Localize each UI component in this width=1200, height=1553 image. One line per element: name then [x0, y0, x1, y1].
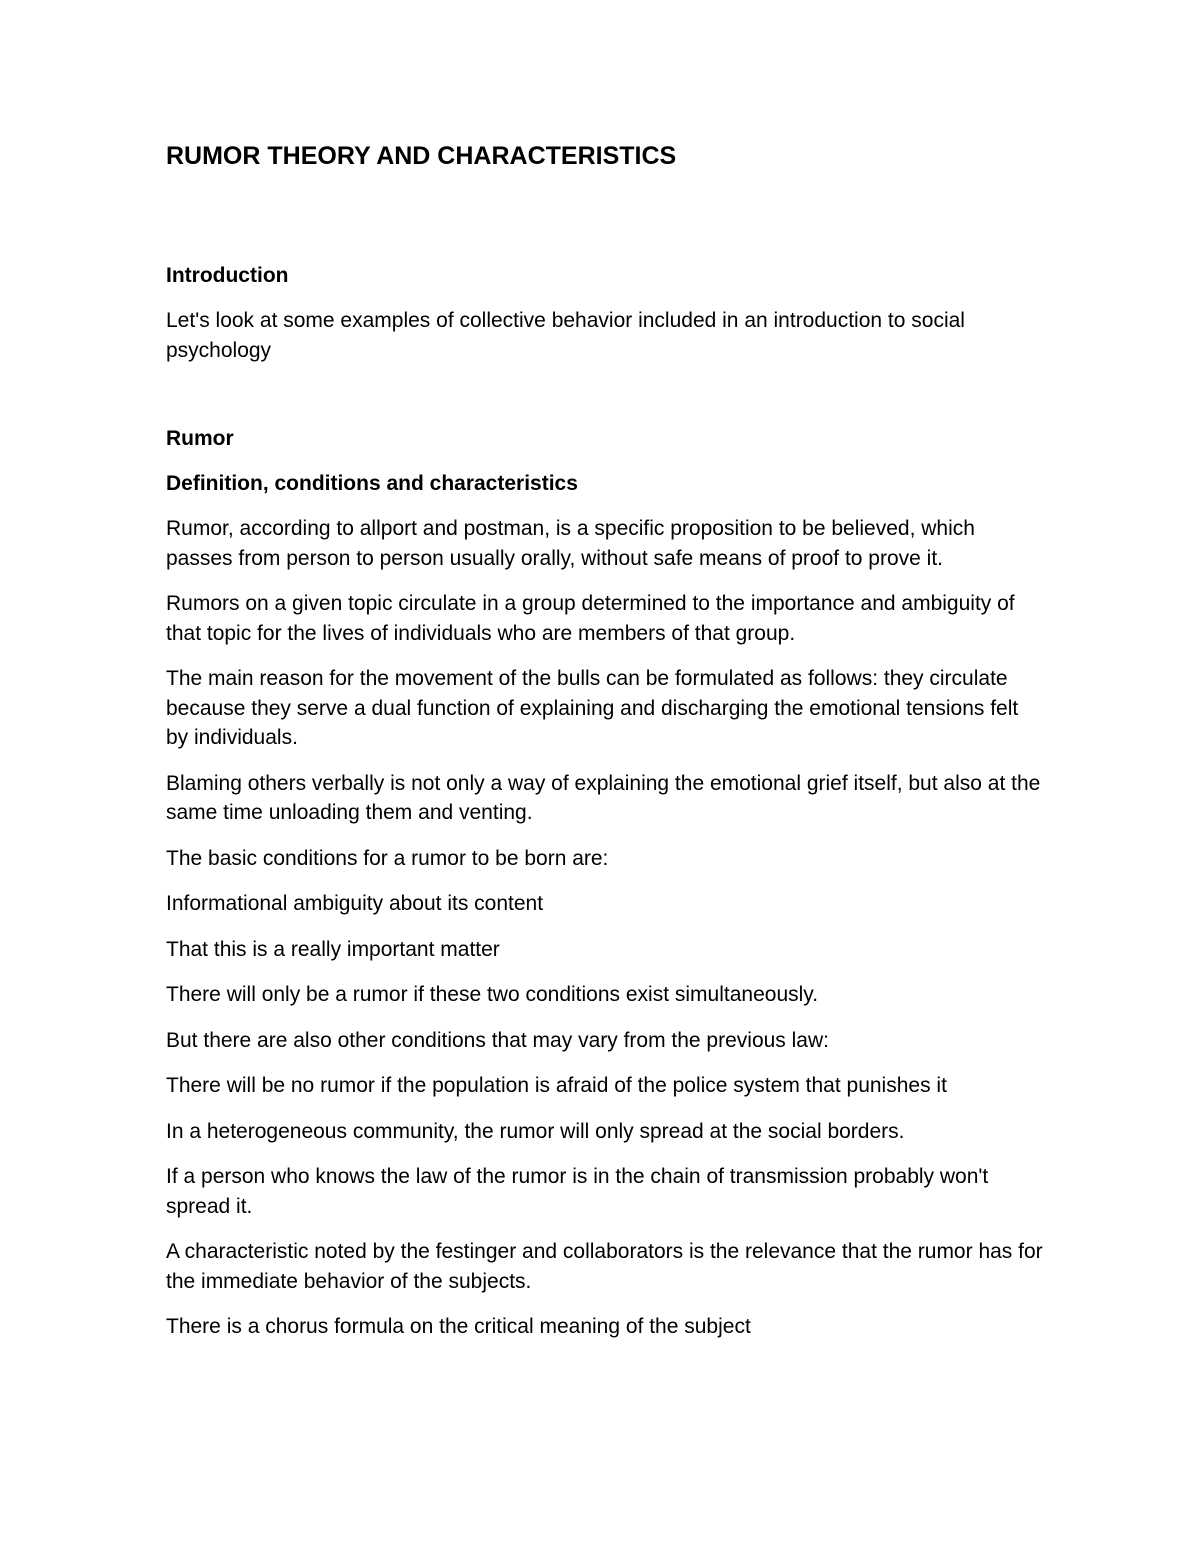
body-paragraph: If a person who knows the law of the rumor is in the chain of transmission probably won't spread it. — [166, 1165, 989, 1218]
body-paragraph: Rumors on a given topic circulate in a group determined to the importance and ambiguity of that topic for the lives of individuals who are members of that group. — [166, 592, 1015, 645]
body-paragraph: There will only be a rumor if these two conditions exist simultaneously. — [166, 983, 819, 1006]
body-paragraph: Blaming others verbally is not only a way of explaining the emotional grief itself, but also at the same time unloading them and venting. — [166, 771, 1041, 824]
rumor-heading: Rumor — [166, 427, 234, 450]
body-paragraph: The main reason for the movement of the bulls can be formulated as follows: they circulate because they serve a dual function of explaining and discharging the emotional tensions felt by individuals. — [166, 667, 1019, 749]
body-paragraph: That this is a really important matter — [166, 937, 500, 961]
body-paragraph: The basic conditions for a rumor to be born are: — [166, 846, 609, 870]
definition-subheading: Definition, conditions and characteristics — [166, 472, 578, 495]
body-paragraph: But there are also other conditions that may vary from the previous law: — [166, 1028, 829, 1052]
body-paragraph: There is a chorus formula on the critical meaning of the subject — [166, 1315, 751, 1338]
introduction-paragraph: Let's look at some examples of collective behavior included in an introduction to social psychology — [166, 309, 965, 362]
body-paragraph: Informational ambiguity about its content — [166, 892, 544, 915]
document-body — [166, 261, 1046, 1342]
body-paragraph: Rumor, according to allport and postman, is a specific proposition to be believed, which passes from person to person usually orally, without safe means of proof to prove it. — [166, 517, 975, 570]
body-paragraph: There will be no rumor if the population is afraid of the police system that punishes it — [166, 1074, 947, 1097]
document-title: RUMOR THEORY AND CHARACTERISTICS — [166, 142, 677, 170]
body-paragraph: In a heterogeneous community, the rumor will only spread at the social borders. — [166, 1119, 905, 1143]
body-paragraph: A characteristic noted by the festinger and collaborators is the relevance that the rumor has for the immediate behavior of the subjects. — [166, 1240, 1043, 1293]
introduction-heading: Introduction — [166, 264, 289, 287]
